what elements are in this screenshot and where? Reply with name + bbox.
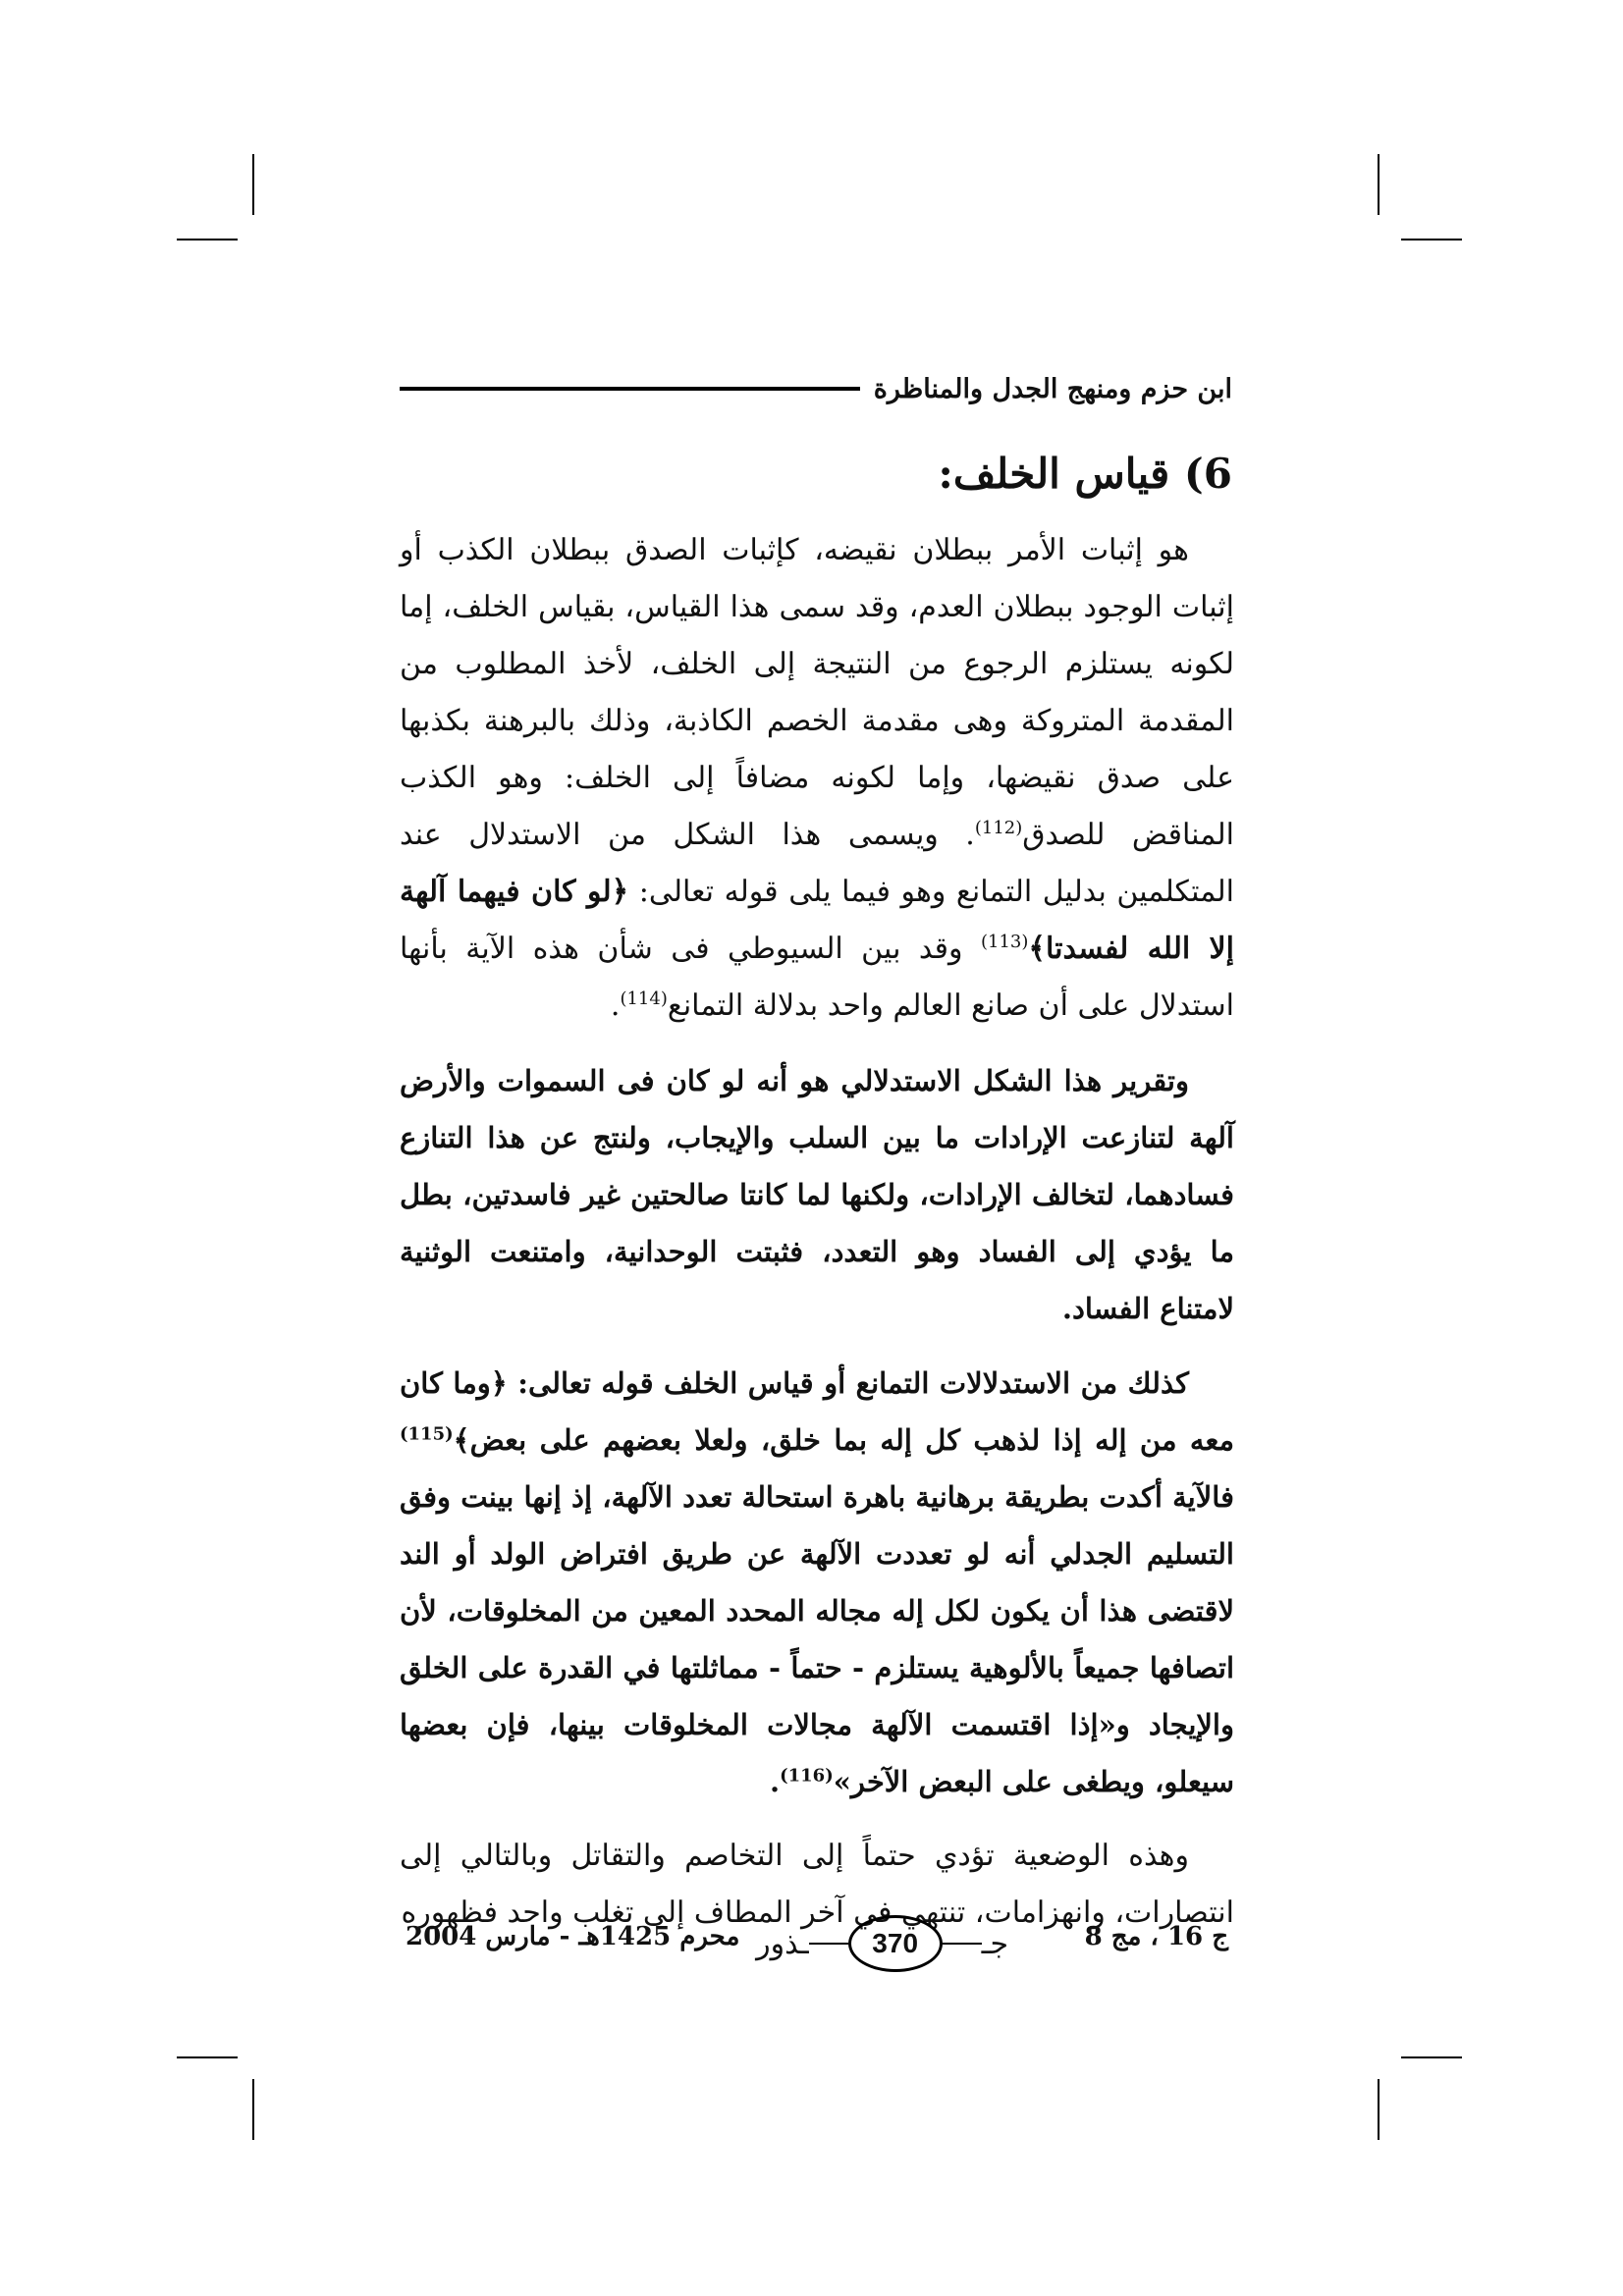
paragraph-3-text: كذلك من الاستدلالات التمانع أو قياس الخلف قوله تعالى: ﴿وما كان معه من إله إذا لذهب كل إله بما خلق، ولعلا بعضهم على بعض﴾ [400, 1366, 1234, 1457]
paragraph-3-text-cont: فالآية أكدت بطريقة برهانية باهرة استحالة تعدد الآلهة، إذ إنها بينت وفق التسليم الجدلي أنه لو تعددت الآلهة عن طريق افتراض الولد أو الند لاقتضى هذا أن يكون لكل إله مجاله المحدد المعين من المخلوقات، لأن اتصافها جميعاً بالألوهية يستلزم - حتماً - مماثلتها في القدرة على الخلق والإيجاد و«إذا اقتسمت الآلهة مجالات المخلوقات بينها، فإن بعضها سيعلو، ويطغى على البعض الآخر» [400, 1480, 1234, 1798]
crop-mark-bottom-right-horizontal [1401, 2056, 1462, 2058]
footnote-ref-112: (112) [974, 818, 1023, 838]
page-footer [400, 1912, 1234, 1975]
journal-name-end: ـذور [756, 1926, 809, 1961]
paragraph-1-text-cont: . ويسمى هذا الشكل من الاستدلال عند المتكلمين بدليل التمانع وهو فيما يلى قوله تعالى: [400, 818, 1234, 909]
journal-logo [756, 1912, 1008, 1975]
crop-mark-bottom-right-vertical [1378, 2079, 1380, 2140]
quran-quote: ﴿لو كان فيهما آلهة إلا الله لفسدتا﴾ [400, 875, 1234, 966]
journal-line-right [943, 1943, 982, 1945]
crop-mark-bottom-left-horizontal [177, 2056, 238, 2058]
footnote-ref-114: (114) [620, 988, 668, 1009]
paragraph-1 [400, 522, 1234, 1035]
journal-line-left [809, 1943, 848, 1945]
journal-name-start: جـ [981, 1926, 1008, 1961]
running-header [400, 369, 1232, 408]
crop-mark-top-right-vertical [1378, 154, 1380, 215]
paragraph-2-text: وتقرير هذا الشكل الاستدلالي هو أنه لو كان فى السموات والأرض آلهة لتنازعت الإرادات ما بين السلب والإيجاب، ولنتج عن هذا التنازع فسادهما، لتخالف الإرادات، ولكنها لما كانتا صالحتين غير فاسدتين، بطل ما يؤدي إلى الفساد وهو التعدد، فثبتت الوحدانية، وامتنعت الوثنية لامتناع الفساد. [400, 1064, 1235, 1325]
issue-date: محرم 1425هـ - مارس 2004 [406, 1922, 740, 1951]
running-title: ابن حزم ومنهج الجدل والمناظرة [873, 373, 1232, 404]
paragraph-4-text: وهذه الوضعية تؤدي حتماً إلى التخاصم والتقاتل وبالتالي إلى انتصارات، وانهزامات، تنتهي في آخر المطاف إلى تغلب واحد فظهوره [400, 1839, 1234, 1930]
crop-mark-top-right-horizontal [1401, 239, 1462, 240]
crop-mark-bottom-left-vertical [252, 2079, 254, 2140]
crop-mark-top-left-horizontal [177, 239, 238, 240]
page-number: 370 [848, 1915, 943, 1972]
paragraph-2 [400, 1052, 1234, 1337]
header-rule [400, 387, 860, 391]
paragraph-1-text-end: وقد بين السيوطي فى شأن هذه الآية بأنها استدلال على أن صانع العالم واحد بدلالة التمانع [400, 932, 1234, 1023]
crop-mark-top-left-vertical [252, 154, 254, 215]
paragraph-3-period: . [769, 1765, 781, 1798]
paragraph-3 [400, 1355, 1234, 1810]
issue-volume: ج 16 ، مج 8 [1084, 1922, 1228, 1951]
section-heading: 6) قياس الخلف: [938, 450, 1232, 498]
paragraph-1-text: هو إثبات الأمر ببطلان نقيضه، كإثبات الصدق ببطلان الكذب أو إثبات الوجود ببطلان العدم، وقد سمى هذا القياس، بقياس الخلف، إما لكونه يستلزم الرجوع من النتيجة إلى الخلف، لأخذ المطلوب من المقدمة المتروكة وهى مقدمة الخصم الكاذبة، وذلك بالبرهنة بكذبها على صدق نقيضها، وإما لكونه مضافاً إلى الخلف: وهو الكذب المناقض للصدق [400, 533, 1234, 852]
footnote-ref-115: (115) [400, 1423, 454, 1445]
paragraph-1-period: . [610, 988, 621, 1023]
footnote-ref-113: (113) [980, 932, 1029, 952]
article-body [400, 522, 1234, 1959]
footnote-ref-116: (116) [780, 1765, 834, 1787]
